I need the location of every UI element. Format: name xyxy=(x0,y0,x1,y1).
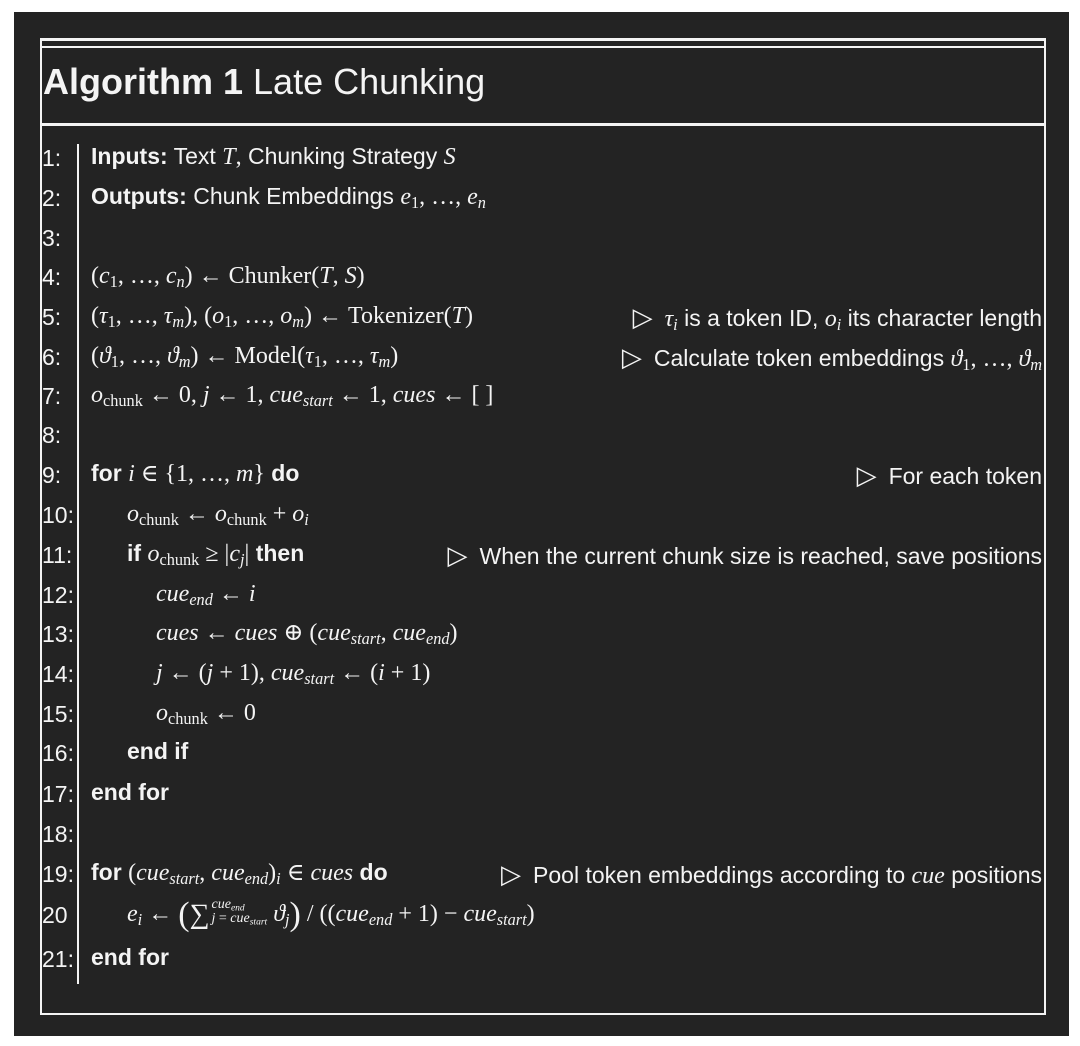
line-number: 8: xyxy=(42,422,62,448)
line-number: 1: xyxy=(42,145,62,171)
algo-line-17: end for xyxy=(91,779,169,805)
algo-line-2: Outputs: Chunk Embeddings $e_1$, …, $e_n$ xyxy=(91,183,486,213)
comment-triangle-icon: ▷ xyxy=(856,460,877,490)
algorithm-label: Algorithm 1 xyxy=(43,61,244,102)
line-number: 7: xyxy=(42,383,62,409)
line-number: 13: xyxy=(42,621,74,647)
algo-line-11: if $o_{chunk} \ge |c_j|$ then xyxy=(127,540,305,570)
inputs-text-label: Text xyxy=(173,143,216,169)
frame-right-border xyxy=(1044,38,1046,1015)
line-number: 10: xyxy=(42,502,74,528)
line-number: 15: xyxy=(42,701,74,727)
algo-line-19: for (cue$_{start}$, $cue_{end})_i$ ∈ cues do xyxy=(91,859,388,889)
top-rule xyxy=(40,38,1046,41)
outputs-text-label: Chunk Embeddings xyxy=(193,183,394,209)
line-number: 12: xyxy=(42,582,74,608)
algo-line-6: ($ϑ_1$, …, $ϑ_m$) ← $Model(\tau_1$, …, $\tau_m$) xyxy=(91,343,399,372)
keyword-inputs: Inputs: xyxy=(91,143,168,169)
comment-tokenizer: ▷ $\tau_i$ is a token ID, $o_i$ its character length xyxy=(632,302,1042,335)
line-number: 20 xyxy=(42,902,68,928)
algo-line-9: for i ∈ {1, …, m} do xyxy=(91,460,300,487)
algo-line-13: cues ← cues ⊕ (cue$_{start}$, cue$_{end}$) xyxy=(156,620,458,649)
algo-line-14: j ← (j + 1), cue$_{start}$ ← (i + 1) xyxy=(156,660,431,689)
algo-line-7: $o_{chunk}$ ← 0, j ← 1, cue$_{start}$ ← 1, cues ← [ ] xyxy=(91,382,494,411)
chunker-func: Chunker xyxy=(228,263,312,289)
line-number: 18: xyxy=(42,821,74,847)
line-number: 9: xyxy=(42,462,62,488)
algo-line-5: ($\tau_1$, …, $\tau_m$), ($o_1$, …, $o_m$) ← Tokenizer(T) xyxy=(91,303,474,332)
line-number: 5: xyxy=(42,304,62,330)
tokenizer-func: Tokenizer xyxy=(348,303,444,329)
comment-triangle-icon: ▷ xyxy=(447,540,468,570)
algo-line-1: Inputs: Text T, Chunking Strategy S xyxy=(91,143,456,170)
algo-line-12: cue$_{end}$ ← i xyxy=(156,581,256,610)
algo-line-15: $o_{chunk}$ ← 0 xyxy=(156,700,256,729)
title-rule xyxy=(40,123,1046,126)
chunking-strategy-label: Chunking Strategy xyxy=(247,143,438,169)
line-number: 17: xyxy=(42,781,74,807)
comment-if-reached: ▷ When the current chunk size is reached, save positions xyxy=(447,540,1042,570)
comment-model: ▷ Calculate token embeddings $ϑ_1$, …, $ϑ_m$ xyxy=(621,342,1042,375)
line-number: 4: xyxy=(42,264,62,290)
algo-line-10: $o_{chunk}$ ← $o_{chunk} + o_i$ xyxy=(127,501,309,530)
line-number: 21: xyxy=(42,946,74,972)
bottom-rule xyxy=(40,1013,1046,1015)
comment-triangle-icon: ▷ xyxy=(621,342,642,372)
algo-line-20: $e_i$ ← (∑ cue$_{end}$ j = cue$_{start}$ $ϑ_j) / ((cue_{end} + 1) - cue_{start})$ xyxy=(127,896,535,933)
keyword-outputs: Outputs: xyxy=(91,183,187,209)
algorithm-name: Late Chunking xyxy=(253,61,486,102)
comment-for-each: ▷ For each token xyxy=(856,460,1042,490)
line-number: 2: xyxy=(42,185,62,211)
line-number: 3: xyxy=(42,225,62,251)
line-number: 6: xyxy=(42,344,62,370)
comment-triangle-icon: ▷ xyxy=(632,302,653,332)
line-number: 11: xyxy=(42,542,73,568)
line-number: 14: xyxy=(42,661,74,687)
algo-line-16: end if xyxy=(127,738,189,764)
algo-line-4: ($c_1$, …, $c_n$) ← Chunker(T, S) xyxy=(91,263,365,292)
top-rule-inner xyxy=(40,46,1046,48)
algo-line-21: end for xyxy=(91,944,169,970)
algorithm-title xyxy=(43,61,486,102)
scope-bar-main xyxy=(77,144,79,984)
line-number: 16: xyxy=(42,740,74,766)
line-number: 19: xyxy=(42,861,74,887)
comment-pool: ▷ Pool token embeddings according to cue positions xyxy=(501,859,1042,889)
comment-triangle-icon: ▷ xyxy=(501,859,522,889)
model-func: Model xyxy=(234,343,298,369)
